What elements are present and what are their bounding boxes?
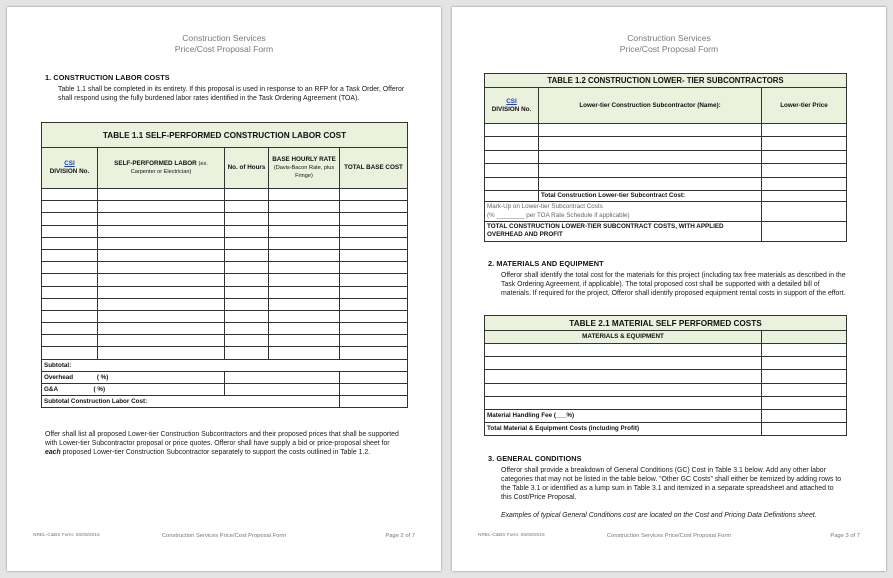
labor-row [42, 189, 408, 201]
labor-row-cell[interactable] [340, 286, 408, 298]
section-2-heading: 2. MATERIALS AND EQUIPMENT [488, 259, 604, 268]
rate-sub: (Davis-Bacon Rate, plus Fringe) [273, 165, 335, 179]
material-row-cell[interactable] [762, 344, 847, 357]
labor-row-cell[interactable] [269, 225, 340, 237]
markup-value[interactable] [762, 201, 847, 221]
labor-row [42, 237, 408, 249]
labor-row [42, 262, 408, 274]
footer-page-number: Page 2 of 7 [385, 533, 415, 539]
table-2-1-title: TABLE 2.1 MATERIAL SELF PERFORMED COSTS [485, 316, 847, 331]
labor-row-cell[interactable] [340, 213, 408, 225]
subcontractor-row-cell[interactable] [762, 177, 847, 190]
labor-row [42, 286, 408, 298]
material-row-cell[interactable] [485, 344, 762, 357]
footer-form-id: NREL-C&BS Form: 06/09/2015 [33, 533, 100, 538]
labor-row-cell[interactable] [98, 213, 225, 225]
subcontractor-row [485, 164, 847, 177]
material-row-cell[interactable] [762, 370, 847, 383]
labor-row-cell[interactable] [98, 201, 225, 213]
handling-fee-label: Material Handling Fee (___%) [485, 409, 762, 422]
labor-row-cell[interactable] [340, 310, 408, 322]
labor-row-cell[interactable] [42, 237, 98, 249]
labor-row-cell[interactable] [42, 347, 98, 359]
labor-ex: (ex. [198, 161, 208, 167]
labor-row-cell[interactable] [42, 213, 98, 225]
labor-row-cell[interactable] [269, 286, 340, 298]
subcontractor-row [485, 137, 847, 150]
labor-row [42, 225, 408, 237]
labor-row-cell[interactable] [98, 249, 225, 261]
labor-row-cell[interactable] [269, 335, 340, 347]
labor-row-cell[interactable] [269, 323, 340, 335]
material-row-cell[interactable] [485, 357, 762, 370]
subcontractor-row-cell[interactable] [762, 150, 847, 163]
ga-amount[interactable] [225, 383, 340, 395]
col-labor-header [98, 148, 225, 189]
subtotal-label: Subtotal: [42, 359, 408, 371]
labor-row-cell[interactable] [98, 298, 225, 310]
section-2-text: Offeror shall identify the total cost for the materials for this project (including tax free materials as described in the Task Ordering Agreement, if applicable). The total proposed cost shall be supported with a detailed bill of materials. If required for the project, Offeror shall identify proposed equipment rental costs in support of the effort. [501, 272, 846, 297]
material-total-label: Total Material & Equipment Costs (including Profit) [485, 422, 762, 435]
labor-row-cell[interactable] [340, 298, 408, 310]
footer-page-number: Page 3 of 7 [830, 533, 860, 539]
overhead-amount[interactable] [225, 371, 340, 383]
total-lower-tier-label: Total Construction Lower-tier Subcontract Cost: [539, 190, 762, 201]
material-total-value[interactable] [762, 422, 847, 435]
subcontractor-row-cell[interactable] [485, 137, 539, 150]
labor-row-cell[interactable] [225, 201, 269, 213]
table-1-2 [484, 73, 847, 242]
labor-row-cell[interactable] [340, 189, 408, 201]
labor-row-cell[interactable] [225, 347, 269, 359]
labor-row-cell[interactable] [269, 237, 340, 249]
labor-row [42, 335, 408, 347]
labor-row-cell[interactable] [98, 335, 225, 347]
grand-total-label: TOTAL CONSTRUCTION LOWER-TIER SUBCONTRACT COSTS, WITH APPLIED OVERHEAD AND PROFIT [485, 221, 762, 241]
subtotal-labor-label: Subtotal Construction Labor Cost: [42, 395, 340, 407]
subcontractor-row [485, 177, 847, 190]
labor-row-cell[interactable] [225, 237, 269, 249]
material-row-cell[interactable] [485, 370, 762, 383]
ga-label: G&A [44, 385, 58, 393]
labor-row-cell[interactable] [42, 286, 98, 298]
labor-row-cell[interactable] [340, 237, 408, 249]
material-row-cell[interactable] [762, 383, 847, 396]
section-3-heading: 3. GENERAL CONDITIONS [488, 454, 582, 463]
subtotal-labor-value[interactable] [340, 395, 408, 407]
labor-row-cell[interactable] [225, 274, 269, 286]
col-division-header [42, 148, 98, 189]
labor-row-cell[interactable] [225, 298, 269, 310]
overhead-percent: ( %) [96, 373, 109, 381]
labor-row-cell[interactable] [340, 274, 408, 286]
csi-link[interactable]: CSI [64, 160, 75, 167]
handling-fee-value[interactable] [762, 409, 847, 422]
grand-total-value[interactable] [762, 221, 847, 241]
ga-percent: ( %) [93, 385, 106, 393]
overhead-label: Overhead [44, 373, 74, 381]
material-row-cell[interactable] [762, 396, 847, 409]
ga-row [42, 383, 225, 395]
material-row [485, 357, 847, 370]
overhead-total[interactable] [340, 371, 408, 383]
labor-row-cell[interactable] [98, 262, 225, 274]
subcontractor-row-cell[interactable] [762, 164, 847, 177]
table-1-1 [41, 122, 408, 408]
labor-row-cell[interactable] [98, 323, 225, 335]
table-1-1-title: TABLE 1.1 SELF-PERFORMED CONSTRUCTION LABOR COST [42, 123, 408, 148]
header-line-2: Price/Cost Proposal Form [619, 44, 719, 54]
labor-label: SELF-PERFORMED LABOR [114, 160, 197, 167]
markup-row [485, 201, 762, 221]
labor-row-cell[interactable] [269, 213, 340, 225]
labor-row-cell[interactable] [340, 262, 408, 274]
instructions-part-2: proposed Lower-tier Construction Subcontractor separately to support the costs outlined in Table 1.2. [60, 449, 371, 456]
labor-row-cell[interactable] [269, 201, 340, 213]
subcontractor-row-cell[interactable] [485, 150, 539, 163]
material-row-cell[interactable] [485, 383, 762, 396]
total-spacer [485, 190, 539, 201]
division-label: DIVISION No. [49, 168, 90, 175]
subcontractor-row-cell[interactable] [485, 124, 539, 137]
col-material-header: MATERIALS & EQUIPMENT [485, 331, 762, 344]
labor-row [42, 347, 408, 359]
labor-row-cell[interactable] [98, 286, 225, 298]
labor-row-cell[interactable] [340, 249, 408, 261]
labor-row-cell[interactable] [340, 323, 408, 335]
labor-row [42, 201, 408, 213]
labor-row-cell[interactable] [42, 201, 98, 213]
col-total-header: TOTAL BASE COST [340, 148, 408, 189]
page-footer [478, 533, 860, 543]
labor-row-cell[interactable] [269, 298, 340, 310]
material-row-cell[interactable] [485, 396, 762, 409]
section-3-text: Offeror shall provide a breakdown of General Conditions (GC) Cost in Table 3.1 below. Add any other labor categories that may not be listed in the table below. “Other GC Costs” shall either be itemized by adding rows to the Table 3.1 or identified as a lump sum in Table 3.1 and itemized in a separate spreadsheet and attached to this Cost/Price Proposal. [501, 467, 842, 501]
labor-row-cell[interactable] [98, 310, 225, 322]
labor-row-cell[interactable] [225, 310, 269, 322]
labor-row-cell[interactable] [225, 335, 269, 347]
col-material-cost-header [762, 331, 847, 344]
labor-sub: Carpenter or Electrician) [130, 169, 192, 175]
labor-row-cell[interactable] [269, 274, 340, 286]
table-2-1 [484, 315, 847, 436]
labor-row-cell[interactable] [42, 249, 98, 261]
labor-row-cell[interactable] [98, 225, 225, 237]
subcontractor-row-cell[interactable] [539, 124, 762, 137]
labor-row-cell[interactable] [225, 249, 269, 261]
division-label: DIVISION No. [491, 105, 532, 113]
markup-line-1: Mark-Up on Lower-tier Subcontract Costs [487, 203, 603, 211]
rate-label: BASE HOURLY RATE [272, 156, 336, 163]
subcontractor-row-cell[interactable] [539, 177, 762, 190]
labor-row-cell[interactable] [269, 249, 340, 261]
section-3-italic: Examples of typical General Conditions cost are located on the Cost and Pricing Data Definitions sheet. [501, 512, 817, 519]
labor-row-cell[interactable] [98, 347, 225, 359]
labor-row-cell[interactable] [42, 274, 98, 286]
section-3-examples [501, 511, 845, 520]
table-1-2-title: TABLE 1.2 CONSTRUCTION LOWER- TIER SUBCONTRACTORS [485, 74, 847, 88]
overhead-row [42, 371, 225, 383]
material-row-cell[interactable] [762, 357, 847, 370]
section-1-heading: 1. CONSTRUCTION LABOR COSTS [45, 73, 170, 82]
subcontractor-row-cell[interactable] [485, 164, 539, 177]
markup-line-2: (% ________ per TOA Rate Schedule if applicable) [487, 212, 630, 220]
labor-row-cell[interactable] [269, 262, 340, 274]
subcontractor-row-cell[interactable] [762, 124, 847, 137]
labor-row-cell[interactable] [340, 335, 408, 347]
page-header [7, 33, 441, 55]
footer-form-id: NREL-C&BS Form: 06/09/2015 [478, 533, 545, 538]
subcontractor-row [485, 150, 847, 163]
instructions-part-1: Offer shall list all proposed Lower-tier Construction Subcontractors and their proposed prices that shall be supported with Lower-tier Subcontractor proposal or price quotes. Offeror shall have supply a bid or price-proposal sheet for [45, 431, 399, 447]
header-line-1: Construction Services [627, 33, 711, 43]
csi-link[interactable]: CSI [506, 97, 517, 105]
labor-row [42, 274, 408, 286]
page-footer [33, 533, 415, 543]
footer-title: Construction Services Price/Cost Proposal Form [606, 533, 732, 539]
material-row [485, 370, 847, 383]
labor-row-cell[interactable] [225, 323, 269, 335]
footer-title: Construction Services Price/Cost Proposal Form [161, 533, 287, 539]
ga-total[interactable] [340, 383, 408, 395]
labor-row-cell[interactable] [98, 189, 225, 201]
material-row [485, 383, 847, 396]
material-row [485, 344, 847, 357]
subcontractor-row-cell[interactable] [485, 177, 539, 190]
page-header [452, 33, 886, 55]
labor-row-cell[interactable] [42, 262, 98, 274]
labor-row-cell[interactable] [42, 335, 98, 347]
header-line-2: Price/Cost Proposal Form [174, 44, 274, 54]
instructions-emphasis: each [45, 449, 61, 456]
subcontractor-row-cell[interactable] [539, 164, 762, 177]
labor-row-cell[interactable] [225, 286, 269, 298]
labor-row-cell[interactable] [225, 213, 269, 225]
labor-row-cell[interactable] [269, 189, 340, 201]
labor-row-cell[interactable] [42, 189, 98, 201]
section-1-text: Table 1.1 shall be completed in its entirety. If this proposal is used in response to an RFP for a Task Order, Offeror shall respond using the fully burdened labor rates identified in the Task Ordering Agreement (TOA). [58, 86, 405, 102]
labor-row-cell[interactable] [42, 310, 98, 322]
labor-row-cell[interactable] [225, 225, 269, 237]
labor-row-cell[interactable] [340, 347, 408, 359]
document-page-2 [7, 7, 441, 571]
col-division-header [485, 88, 539, 124]
material-row [485, 396, 847, 409]
total-lower-tier-value[interactable] [762, 190, 847, 201]
labor-row-cell[interactable] [225, 262, 269, 274]
labor-row-cell[interactable] [340, 201, 408, 213]
labor-row-cell[interactable] [269, 310, 340, 322]
lower-tier-instructions [45, 430, 407, 457]
labor-row-cell[interactable] [225, 189, 269, 201]
col-price-header: Lower-tier Price [762, 88, 847, 124]
labor-row-cell[interactable] [42, 225, 98, 237]
labor-row [42, 249, 408, 261]
header-line-1: Construction Services [182, 33, 266, 43]
subcontractor-row-cell[interactable] [539, 150, 762, 163]
labor-row-cell[interactable] [269, 347, 340, 359]
labor-row-cell[interactable] [340, 225, 408, 237]
col-hours-header: No. of Hours [225, 148, 269, 189]
subcontractor-row-cell[interactable] [762, 137, 847, 150]
labor-row [42, 213, 408, 225]
labor-row [42, 298, 408, 310]
labor-row-cell[interactable] [98, 237, 225, 249]
labor-row-cell[interactable] [98, 274, 225, 286]
col-rate-header [269, 148, 340, 189]
labor-row [42, 310, 408, 322]
subcontractor-row-cell[interactable] [539, 137, 762, 150]
subcontractor-row [485, 124, 847, 137]
labor-row-cell[interactable] [42, 323, 98, 335]
labor-row-cell[interactable] [42, 298, 98, 310]
labor-row [42, 323, 408, 335]
document-page-3 [452, 7, 886, 571]
col-subcontractor-header: Lower-tier Construction Subcontractor (Name): [539, 88, 762, 124]
